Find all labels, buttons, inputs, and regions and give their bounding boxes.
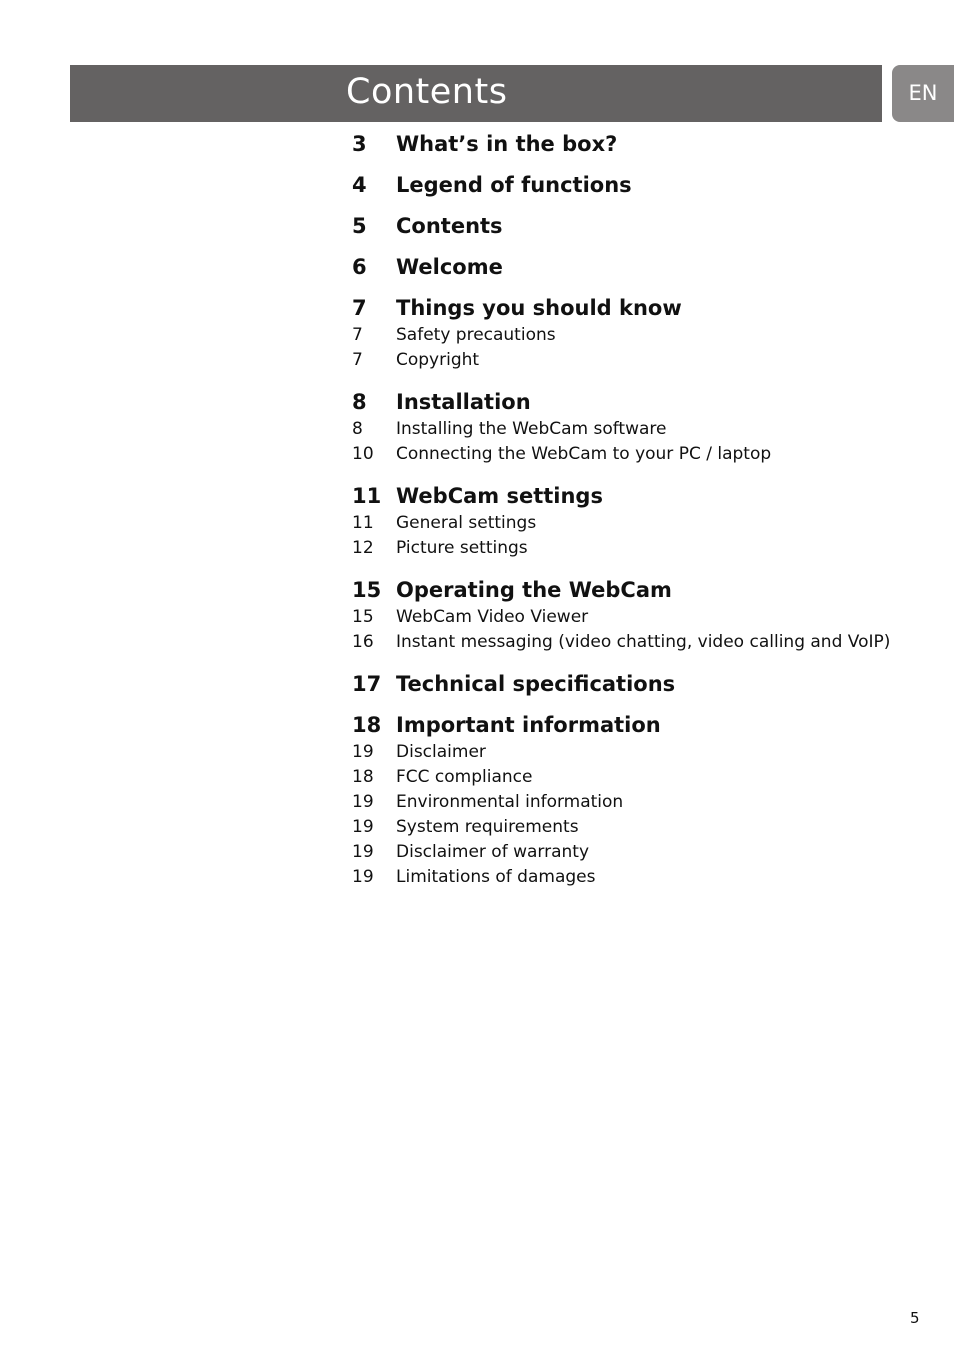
toc-subentry-page: 18	[352, 767, 374, 787]
toc-entry-page: 17	[352, 672, 382, 696]
toc-subentry[interactable]	[352, 630, 912, 655]
toc-section	[352, 170, 912, 200]
toc-entry-page: 7	[352, 296, 367, 320]
toc-subentry-title: Disclaimer	[396, 742, 486, 762]
toc-subentry[interactable]	[352, 815, 912, 840]
toc-entry[interactable]	[352, 710, 912, 740]
toc-entry-title: What’s in the box?	[396, 132, 618, 156]
toc-subentry[interactable]	[352, 348, 912, 373]
table-of-contents	[352, 129, 912, 904]
toc-section	[352, 669, 912, 699]
toc-subentry-page: 7	[352, 350, 363, 370]
toc-entry-page: 18	[352, 713, 382, 737]
toc-entry[interactable]	[352, 293, 912, 323]
language-tab: EN	[892, 65, 954, 122]
toc-section	[352, 293, 912, 373]
toc-subentry-page: 11	[352, 513, 374, 533]
toc-entry[interactable]	[352, 211, 912, 241]
toc-subentry-title: Connecting the WebCam to your PC / laptop	[396, 444, 772, 464]
toc-subentry-page: 16	[352, 632, 374, 652]
toc-entry[interactable]	[352, 481, 912, 511]
toc-subentry-title: General settings	[396, 513, 537, 533]
toc-subentry-title: System requirements	[396, 817, 579, 837]
toc-subentry-page: 8	[352, 419, 363, 439]
toc-entry-title: Technical specifications	[396, 672, 676, 696]
toc-entry-page: 15	[352, 578, 382, 602]
toc-entry-title: Installation	[396, 390, 531, 414]
toc-entry-page: 8	[352, 390, 367, 414]
toc-subentry-page: 12	[352, 538, 374, 558]
toc-subentry-page: 19	[352, 817, 374, 837]
toc-entry[interactable]	[352, 669, 912, 699]
toc-subentry[interactable]	[352, 605, 912, 630]
toc-subentry[interactable]	[352, 765, 912, 790]
toc-section	[352, 129, 912, 159]
toc-section	[352, 252, 912, 282]
toc-entry-title: Operating the WebCam	[396, 578, 672, 602]
toc-section	[352, 387, 912, 467]
toc-subentry-title: Safety precautions	[396, 325, 556, 345]
toc-section	[352, 211, 912, 241]
toc-subentry-title: Copyright	[396, 350, 480, 370]
toc-entry[interactable]	[352, 575, 912, 605]
toc-section	[352, 710, 912, 890]
toc-subentry-title: Environmental information	[396, 792, 624, 812]
toc-entry[interactable]	[352, 129, 912, 159]
toc-subentry-title: Instant messaging (video chatting, video calling and VoIP)	[396, 632, 891, 652]
toc-subentry[interactable]	[352, 323, 912, 348]
toc-subentry[interactable]	[352, 536, 912, 561]
toc-entry-title: Welcome	[396, 255, 503, 279]
toc-subentry-page: 19	[352, 742, 374, 762]
toc-subentry[interactable]	[352, 442, 912, 467]
toc-subentry-page: 10	[352, 444, 374, 464]
toc-subentry[interactable]	[352, 740, 912, 765]
toc-section	[352, 575, 912, 655]
toc-subentry-page: 19	[352, 867, 374, 887]
toc-subentry-title: Picture settings	[396, 538, 528, 558]
toc-entry-title: Legend of functions	[396, 173, 632, 197]
toc-subentry-page: 15	[352, 607, 374, 627]
page-number: 5	[910, 1309, 920, 1327]
toc-subentry[interactable]	[352, 417, 912, 442]
toc-entry-page: 11	[352, 484, 382, 508]
toc-section	[352, 481, 912, 561]
toc-entry-page: 3	[352, 132, 367, 156]
toc-subentry-page: 19	[352, 842, 374, 862]
toc-entry[interactable]	[352, 252, 912, 282]
toc-entry[interactable]	[352, 170, 912, 200]
page-title: Contents	[346, 72, 508, 112]
toc-entry[interactable]	[352, 387, 912, 417]
toc-subentry[interactable]	[352, 790, 912, 815]
toc-entry-page: 6	[352, 255, 367, 279]
toc-subentry-title: Installing the WebCam software	[396, 419, 667, 439]
toc-subentry[interactable]	[352, 840, 912, 865]
toc-subentry-title: Limitations of damages	[396, 867, 596, 887]
toc-subentry-page: 7	[352, 325, 363, 345]
toc-entry-title: Important information	[396, 713, 661, 737]
toc-subentry[interactable]	[352, 511, 912, 536]
toc-subentry[interactable]	[352, 865, 912, 890]
header-bar	[70, 65, 882, 122]
toc-subentry-title: WebCam Video Viewer	[396, 607, 589, 627]
toc-entry-title: Contents	[396, 214, 503, 238]
toc-entry-page: 5	[352, 214, 367, 238]
toc-entry-title: WebCam settings	[396, 484, 603, 508]
toc-subentry-title: Disclaimer of warranty	[396, 842, 590, 862]
toc-subentry-title: FCC compliance	[396, 767, 533, 787]
toc-entry-page: 4	[352, 173, 367, 197]
toc-entry-title: Things you should know	[396, 296, 682, 320]
toc-subentry-page: 19	[352, 792, 374, 812]
